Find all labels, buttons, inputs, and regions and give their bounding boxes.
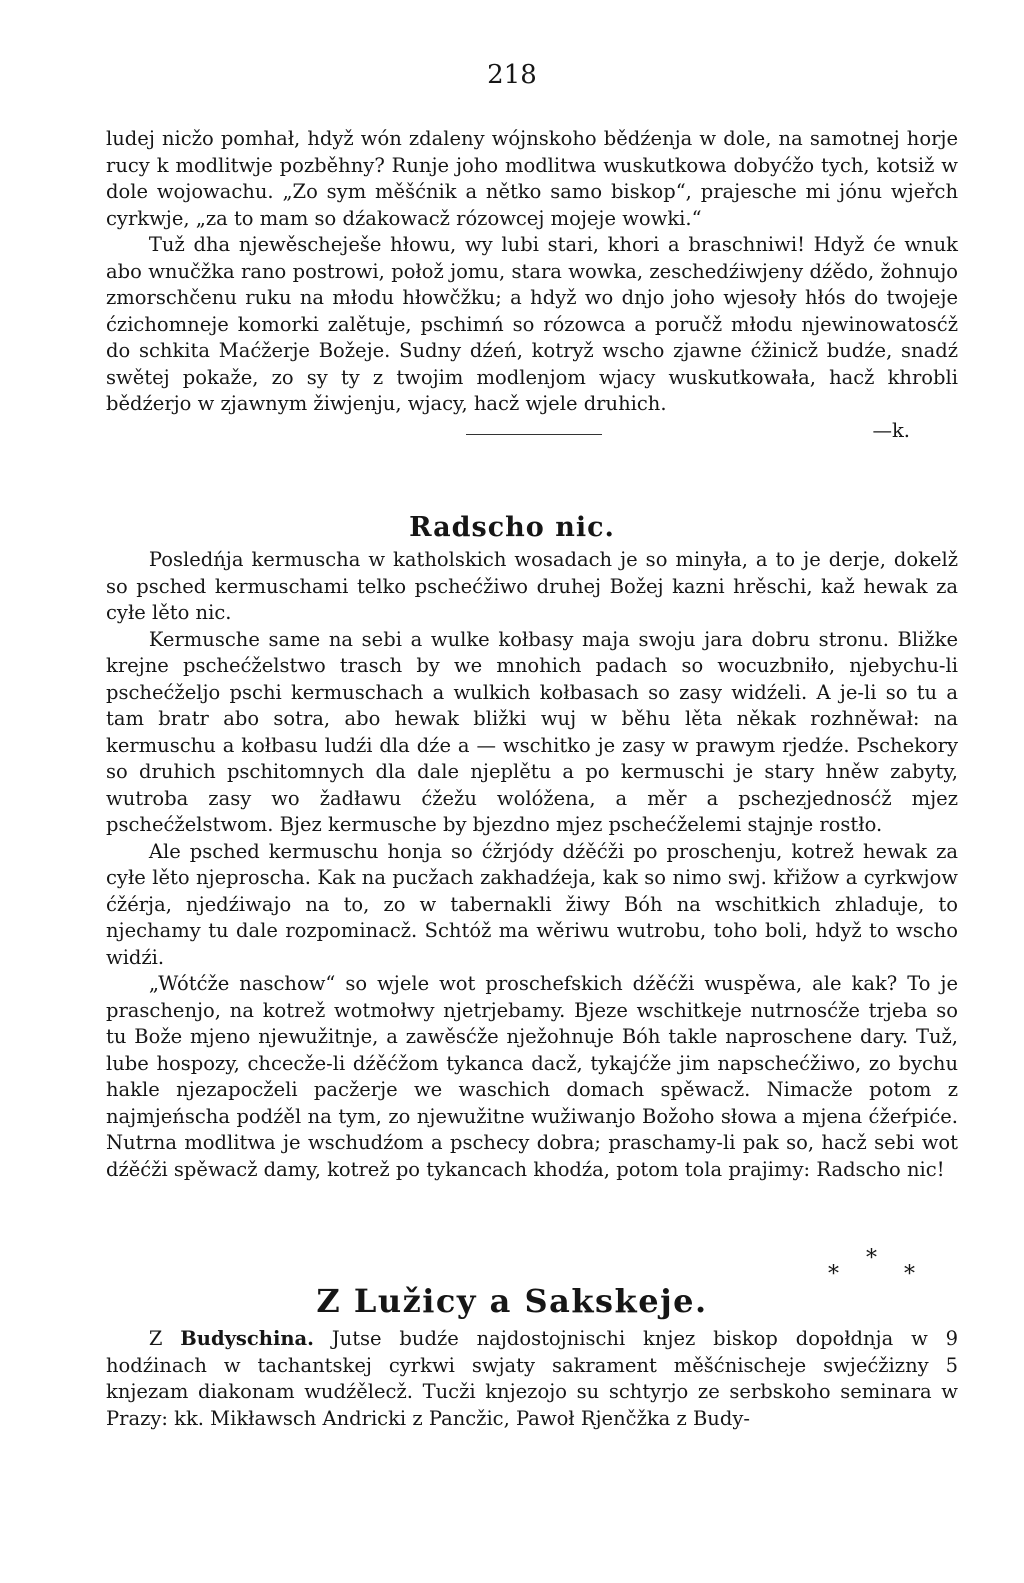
asterisk: * [904,1262,915,1287]
paragraph: Posledńja kermuscha w katholskich wosadach je so minyła, a to je derje, dokelž so psched kermuschami telko pschećžiwo druhej Božej kazni hrěschi, kaž hewak za cyłe lěto nic. [106,548,958,624]
author-signature: —k. [872,418,910,442]
paragraph: Ale psched kermuschu honja so ćžrjódy dźěćži po proschenju, kotrež hewak za cyłe lěto njeproscha. Kak na pucžach zakhadźeja, kak so nimo swj. křižow a cyrkwjow ćžérja, njedźiwajo na to, zo w tabernakli žiwy Bóh na wschitkich zhladuje, to njechamy tu dale rozpominacž. Schtóž ma wěriwu wutrobu, toho boli, hdyž to wscho widźi. [106,839,958,969]
asterisk: * [866,1246,877,1271]
section-continued-text [106,126,958,448]
paragraph: Tuž dha njewěscheješe hłowu, wy lubi stari, khori a braschniwi! Hdyž će wnuk abo wnučžka rano postrowi, połož jomu, stara wowka, zeschedźiwjeny dźědo, žohnujo zmorschčenu ruku na młodu hłowčžku; a hdyž wo dnjo joho wjesoły hłós do twojeje ćzichomneje komorki zalětuje, pschimń so rózowca a poručž młodu njewinowatosćž do schkita Maćžerje Božeje. Sudny dźeń, kotryž wscho zjawne ćžinicž budźe, snadź swětej pokaže, zo sy ty z twojim modlenjom wjacy wuskutkowała, hacž khrobli bědźerjo w zjawnym žiwjenju, wjacy, hacž wjele druhich. [106,233,958,415]
paragraph-body: Jutse budźe najdostojnischi knjez biskop dopołdnja w 9 hodźinach w tachantskej cyrkwi swjaty sakrament měšćnischeje swjećžizny 5 knjezam diakonam wudźělecž. Tucži knjezojo su schtyrjo ze serbskoho seminara w Prazy: kk. Mikławsch Andricki z Pancžic, Pawoł Rjenčžka z Budy- [106,1327,959,1430]
separator-rule [466,434,602,435]
article-heading-radscho-nic: Radscho nic. [409,512,615,543]
paragraph: Kermusche same na sebi a wulke kołbasy maja swoju jara dobru stronu. Bližke krejne pschećželstwo trasch by we mnohich padach so wocuzbniło, njebychu-li pschećželjo pschi kermuschach a wulkich kołbasach so zasy widźeli. A je-li so tu a tam bratr abo sotra, abo hewak bližki wuj w běhu lěta někak rozhněwał: na kermuschu a kołbasu ludźi dla dźe a — wschitko je zasy w prawym rjedźe. Pschekory so druhich pschitomnych dla dale njeplětu a po kermuschi je stary hněw zabyty, wutroba zasy wo žadławu ćžežu wolóžena, a měr a pschezjednosćž mjez pschećželstwom. Bjez kermusche by bjezdno mjez pschećželemi stajnje rostło. [106,627,958,836]
article-radscho-nic [106,547,958,1183]
section-heading-luzicy: Z Lužicy a Sakskeje. [316,1282,708,1320]
paragraph [106,1326,958,1432]
page-number: 218 [487,60,537,90]
asterism-divider [828,1246,918,1287]
paragraph: „Wótćže naschow“ so wjele wot proschefskich dźěćži wuspěwa, ale kak? To je praschenjo, na kotrež wotmołwy njetrjebamy. Bjeze wschitkeje nutrnosćže trjeba so tu Bože mjeno njewužitnje, a zawěsćže nježohnuje Bóh takle naproschene dary. Tuž, lube hospozy, chcecže-li dźěćžom tykanca dacž, tykajćže jim napschećžiwo, zo bychu hakle njezapocželi pacžerje we waschich domach spěwacž. Nimacže potom z najmjeńscha podźěl na tym, zo njewužitne wužiwanjo Božoho słowa a mjena ćžeŕpiće. Nutrna modlitwa je wschudźom a pschecy dobra; praschamy-li pak so, hacž sebi wot dźěćži spěwacž damy, kotrež po tykancach khodźa, potom tola prajimy: Radscho nic! [106,972,958,1181]
signature-row [106,418,958,448]
place-run-in-heading: Budyschina. [180,1327,314,1350]
runin-prefix: Z [148,1327,181,1350]
asterisk: * [828,1262,839,1287]
paragraph: ludej nicžo pomhał, hdyž wón zdaleny wójnskoho bědźenja w dole, na samotnej horje rucy k modlitwje pozběhny? Runje joho modlitwa wuskutkowa dobyćžo tych, kotsiž w dole wojowachu. „Zo sym měšćnik a nětko samo biskop“, prajesche mi jónu wjeřch cyrkwje, „za to mam so dźakowacž rózowcej mojeje wowki.“ [106,127,958,230]
article-news-budyschin [106,1326,958,1432]
